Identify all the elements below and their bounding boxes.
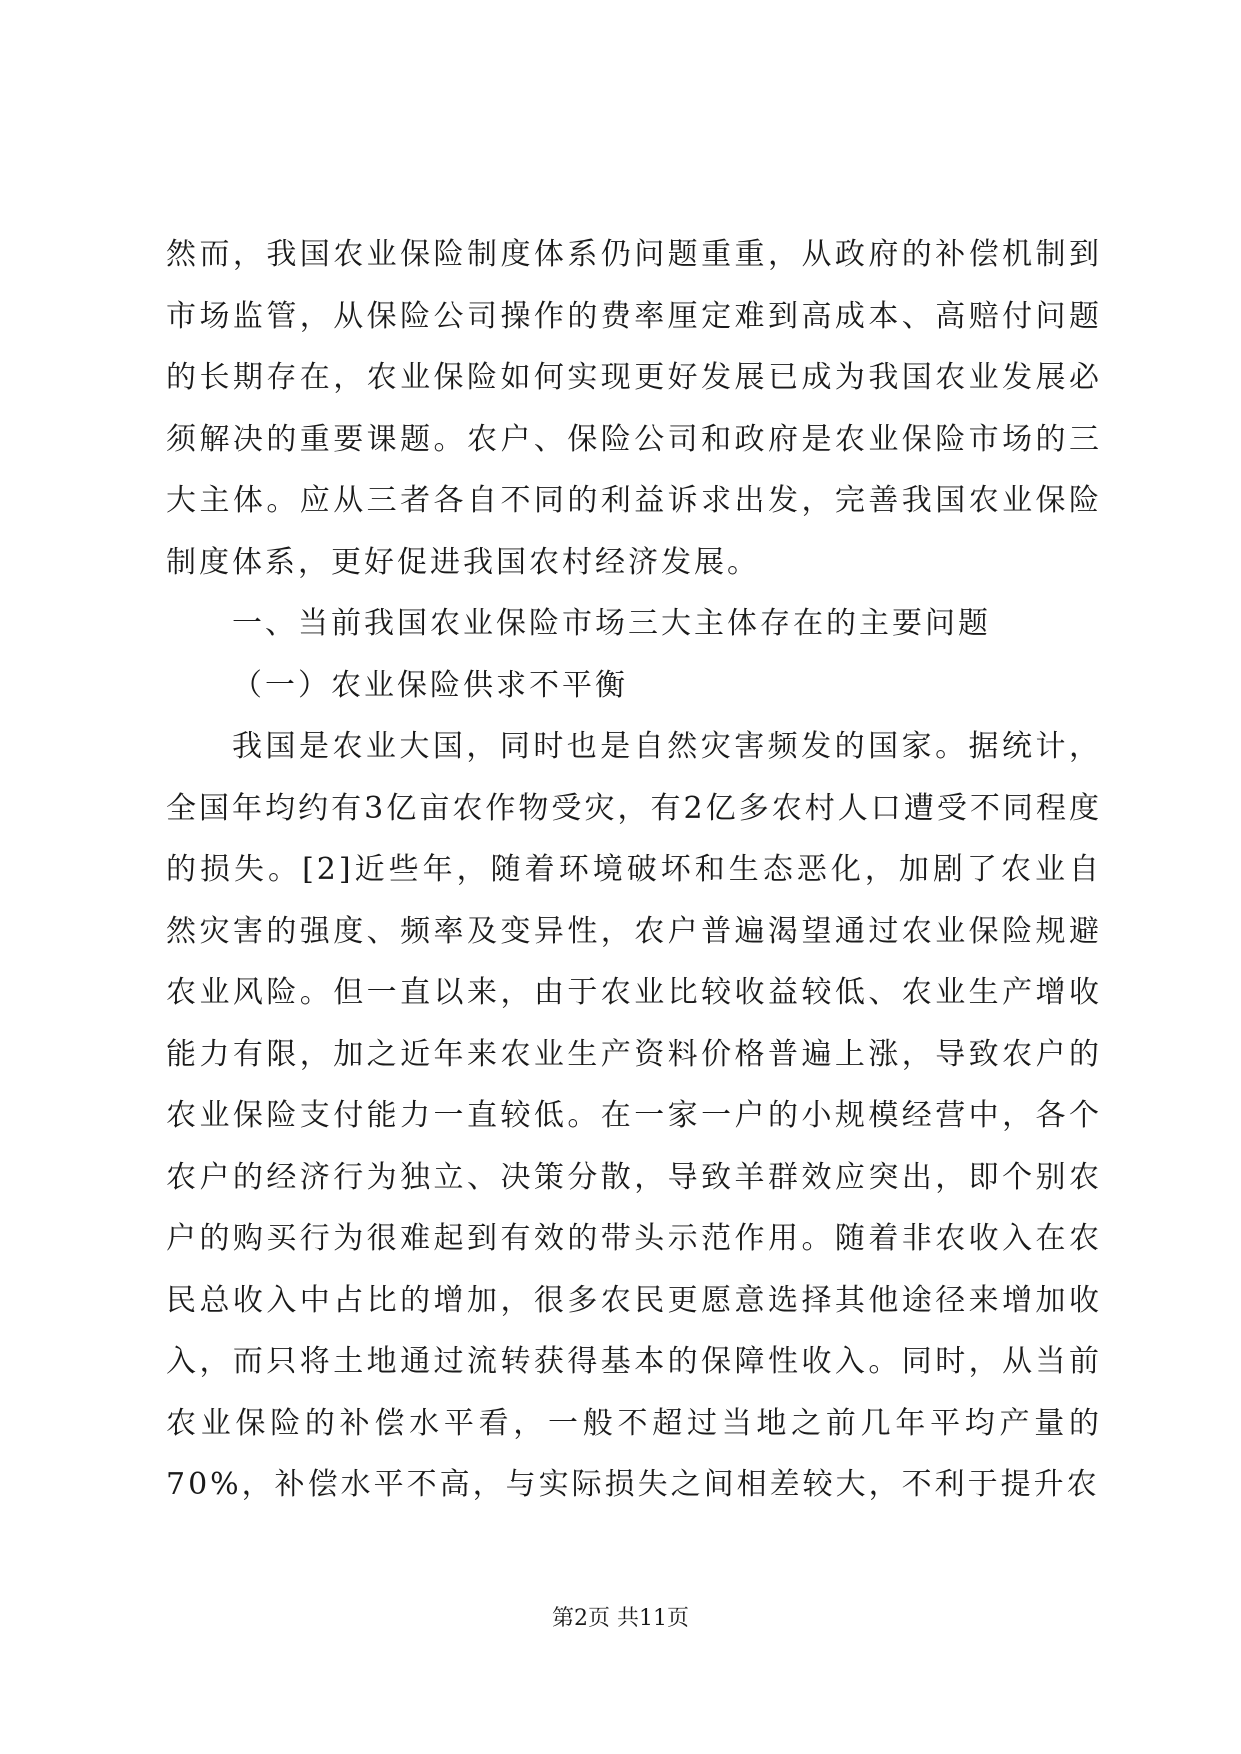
section-heading: 一、当前我国农业保险市场三大主体存在的主要问题	[232, 606, 991, 641]
subsection-heading: （一）农业保险供求不平衡	[232, 667, 628, 703]
document-body	[166, 224, 1102, 1516]
paragraph-body: 我国是农业大国，同时也是自然灾害频发的国家。据统计，全国年均约有3亿亩农作物受灾，有2亿多农村人口遭受不同程度的损失。[2]近些年，随着环境破坏和生态恶化，加剧了农业自然灾害的强度、频率及变异性，农户普遍渴望通过农业保险规避农业风险。但一直以来，由于农业比较收益较低、农业生产增收能力有限，加之近年来农业生产资料价格普遍上涨，导致农户的农业保险支付能力一直较低。在一家一户的小规模经营中，各个农户的经济行为独立、决策分散，导致羊群效应突出，即个别农户的购买行为很难起到有效的带头示范作用。随着非农收入在农民总收入中占比的增加，很多农民更愿意选择其他途径来增加收入，而只将土地通过流转获得基本的保障性收入。同时，从当前农业保险的补偿水平看，一般不超过当地之前几年平均产量的70%，补偿水平不高，与实际损失之间相差较大，不利于提升农	[166, 729, 1102, 1502]
page-footer	[0, 1604, 1241, 1634]
page-number: 第2页 共11页	[552, 1606, 689, 1631]
paragraph-intro: 然而，我国农业保险制度体系仍问题重重，从政府的补偿机制到市场监管，从保险公司操作的费率厘定难到高成本、高赔付问题的长期存在，农业保险如何实现更好发展已成为我国农业发展必须解决的重要课题。农户、保险公司和政府是农业保险市场的三大主体。应从三者各自不同的利益诉求出发，完善我国农业保险制度体系，更好促进我国农村经济发展。	[166, 237, 1102, 580]
